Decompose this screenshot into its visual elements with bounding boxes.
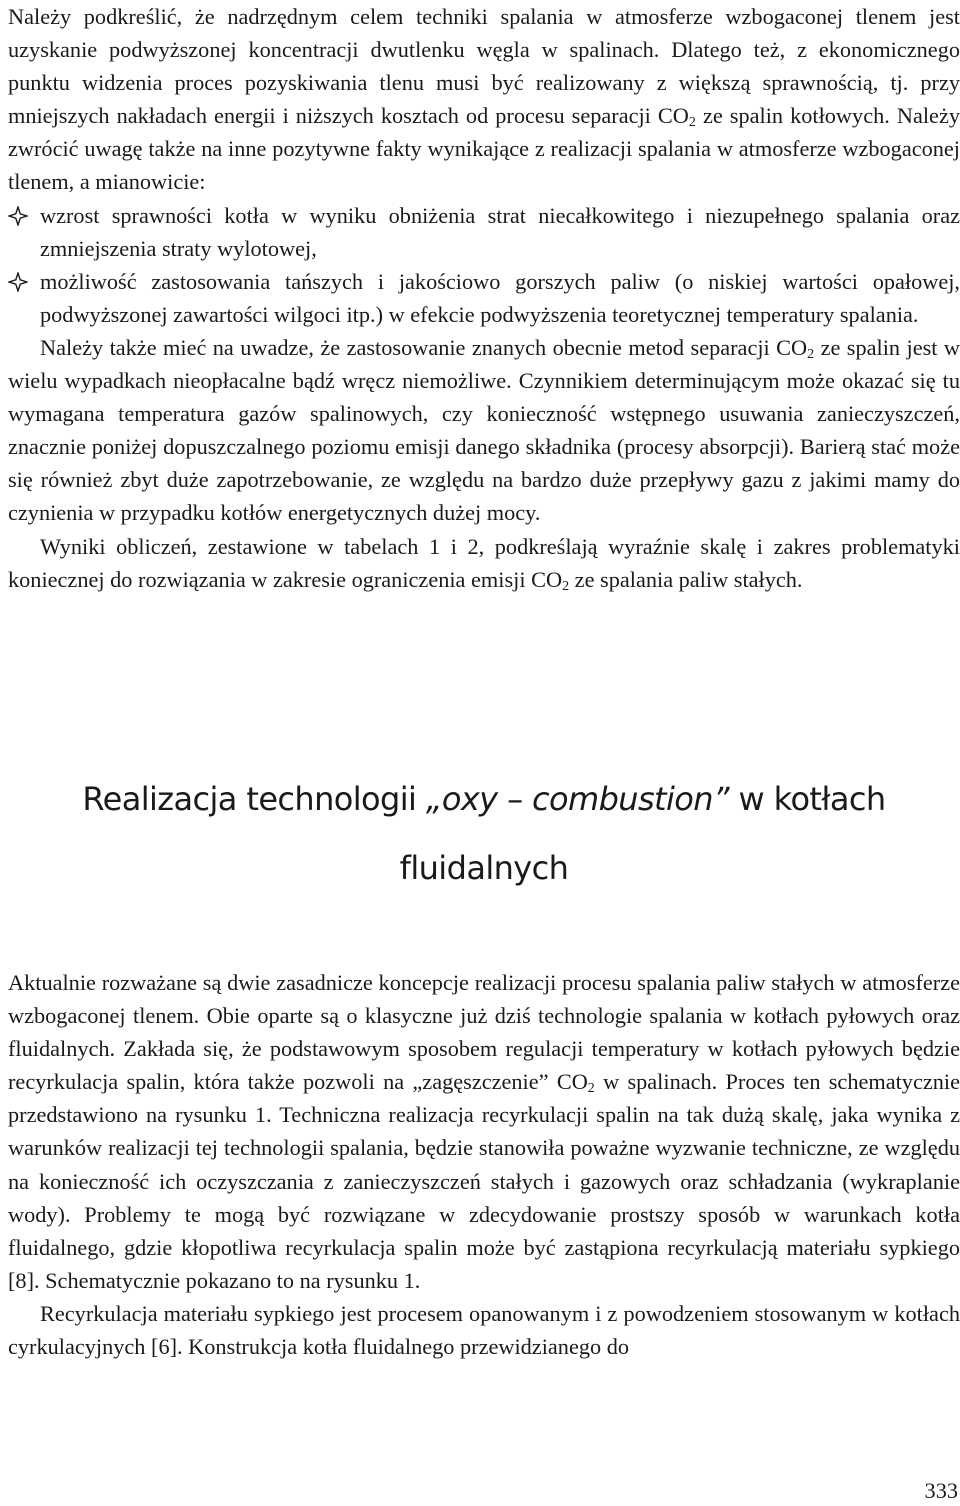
- paragraph-3: [8, 530, 960, 596]
- paragraph-1: [8, 0, 960, 199]
- paragraph-4-text-b: w spalinach. Proces ten schematycznie przedstawiono na rysunku 1. Techniczna realizacja recyrkulacji spalin na tak dużą skalę, jaka wynika z warunków realizacji tej technologii spalania, będzie stanowiła poważne wyzwanie techniczne, ze względu na konieczność ich oczyszczania z zanieczyszczeń stałych i gazowych oraz schładzania (wykraplanie wody). Problemy te mogą być rozwiązane w zdecydowanie prostszy sposób w warunkach kotła fluidalnego, gdzie kłopotliwa recyrkulacja spalin może być zastąpiona recyrkulacją materiału sypkiego [8]. Schematycznie pokazano to na rysunku 1.: [8, 1069, 960, 1293]
- section-title-after: w kotłach fluidalnych: [399, 780, 886, 887]
- bottom-text-block: [8, 966, 960, 1363]
- subscript-2: 2: [807, 346, 815, 362]
- section-title: [8, 765, 960, 903]
- subscript-2: 2: [562, 578, 570, 594]
- paragraph-1-text-b: ze spalin kotłowych. Należy zwrócić uwagę także na inne pozytywne fakty wynikające z realizacji spalania w atmosferze wzbogaconej tlenem, a mianowicie:: [8, 103, 960, 195]
- bullet-list: [8, 199, 960, 331]
- paragraph-2: [8, 331, 960, 530]
- paragraph-5: Recyrkulacja materiału sypkiego jest procesem opanowanym i z powodzeniem stosowanym w kotłach cyrkulacyjnych [6]. Konstrukcja kotła fluidalnego przewidzianego do: [8, 1300, 960, 1360]
- section-title-before: Realizacja technologii: [82, 780, 426, 818]
- paragraph-3-text-a: Wyniki obliczeń, zestawione w tabelach 1 i 2, podkreślają wyraźnie skalę i zakres problematyki koniecznej do rozwiązania w zakresie ograniczenia emisji CO: [8, 533, 960, 592]
- subscript-2: 2: [587, 1081, 595, 1097]
- bullet-text: wzrost sprawności kotła w wyniku obniżenia strat niecałkowitego i niezupełnego spalania oraz zmniejszenia straty wylotowej,: [40, 202, 960, 261]
- paragraph-3-text-b: ze spalania paliw stałych.: [569, 566, 803, 592]
- section-title-italic: „oxy – combustion”: [425, 780, 729, 818]
- paragraph-4: [8, 966, 960, 1297]
- paragraph-4-text-a: Aktualnie rozważane są dwie zasadnicze koncepcje realizacji procesu spalania paliw stałych w atmosferze wzbogaconej tlenem. Obie oparte są o klasyczne już dziś technologie spalania w kotłach pyłowych oraz fluidalnych. Zakłada się, że podstawowym sposobem regulacji temperatury w kotłach pyłowych będzie recyrkulacja spalin, która także pozwoli na „zagęszczenie” CO: [8, 970, 960, 1095]
- four-pointed-star-outline-icon: [8, 272, 28, 292]
- bullet-text: możliwość zastosowania tańszych i jakościowo gorszych paliw (o niskiej wartości opałowej, podwyższonej zawartości wilgoci itp.) w efekcie podwyższenia teoretycznej temperatury spalania.: [40, 268, 960, 327]
- paragraph-2-text-a: Należy także mieć na uwadze, że zastosowanie znanych obecnie metod separacji CO: [40, 334, 808, 360]
- four-pointed-star-outline-icon: [8, 206, 28, 226]
- bullet-item: [8, 199, 960, 265]
- top-text-block: [8, 0, 960, 596]
- paragraph-2-text-b: ze spalin jest w wielu wypadkach nieopłacalne bądź wręcz niemożliwe. Czynnikiem determinującym może okazać się tu wymagana temperatura gazów spalinowych, czy konieczność wstępnego usuwania zanieczyszczeń, znacznie poniżej dopuszczalnego poziomu emisji danego składnika (procesy absorpcji). Barierą stać może się również zbyt duże zapotrzebowanie, ze względu na bardzo duże przepływy gazu z jakimi mamy do czynienia w przypadku kotłów energetycznych dużej mocy.: [8, 334, 960, 526]
- subscript-2: 2: [688, 115, 696, 131]
- bullet-item: [8, 265, 960, 331]
- page-number: 333: [924, 1478, 958, 1503]
- paragraph-1-text-a: Należy podkreślić, że nadrzędnym celem techniki spalania w atmosferze wzbogaconej tlenem jest uzyskanie podwyższonej koncentracji dwutlenku węgla w spalinach. Dlatego też, z ekonomicznego punktu widzenia proces pozyskiwania tlenu musi być realizowany z większą sprawnością, tj. przy mniejszych nakładach energii i niższych kosztach od procesu separacji CO: [8, 4, 960, 129]
